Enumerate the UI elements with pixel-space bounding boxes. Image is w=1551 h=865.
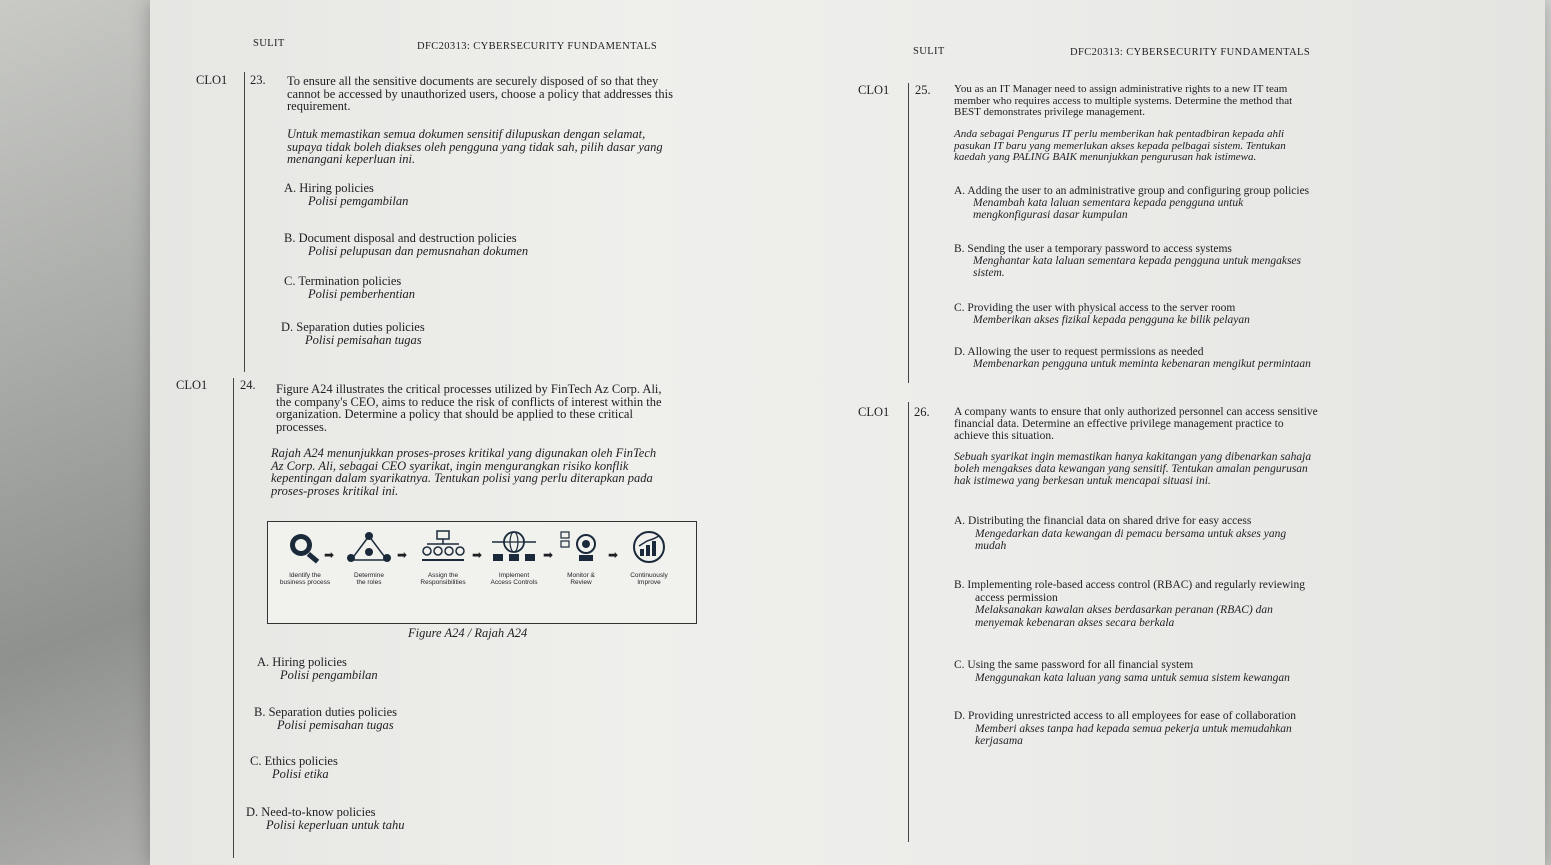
q23-option-d[interactable]: D. Separation duties policies Polisi pemisahan tugas [281, 320, 425, 347]
q23-option-c[interactable]: C. Termination policies Polisi pemberhentian [284, 274, 416, 301]
org-chart-icon [420, 530, 466, 564]
step-implement: Implement Access Controls [485, 530, 543, 586]
left-course-title: DFC20313: CYBERSECURITY FUNDAMENTALS [417, 41, 658, 52]
q23-clo: CLO1 [196, 73, 228, 87]
q25-clo: CLO1 [858, 83, 890, 97]
q25-option-b[interactable]: B. Sending the user a temporary password to access systems Menghantar kata laluan sementara kepada pengguna untuk mengakses sistem. [954, 243, 1302, 279]
q26-stem-ms: Sebuah syarikat ingin memastikan hanya kakitangan yang dibenarkan sahaja boleh mengakses data kewangan yang sensitif. Tentukan amalan pengurusan hak istimewa yang berkesan untuk mencapai situasi ini. [954, 451, 1312, 487]
right-course-title: DFC20313: CYBERSECURITY FUNDAMENTALS [1070, 47, 1311, 58]
arrow-3: ➡ [472, 548, 483, 562]
q24-option-a[interactable]: A. Hiring policies Polisi pengambilan [257, 655, 378, 682]
q26-option-a[interactable]: A. Distributing the financial data on shared drive for easy access Mengedarkan data kewangan di pemacu bersama untuk akses yang mudah [954, 515, 1287, 552]
q24-clo: CLO1 [176, 378, 208, 392]
q25-rule [908, 83, 909, 383]
q25-option-c[interactable]: C. Providing the user with physical access to the server room Memberikan akses fizikal kepada pengguna ke bilik pelayan [954, 302, 1250, 326]
q24-option-c[interactable]: C. Ethics policies Polisi etika [250, 754, 338, 781]
q24-rule [233, 378, 234, 858]
arrow-1: ➡ [324, 548, 335, 562]
q25-stem-en: You as an IT Manager need to assign administrative rights to a new IT team member who requires access to multiple systems. Determine the method that BEST demonstrates privilege management. [954, 83, 1293, 118]
q26-option-b[interactable]: B. Implementing role-based access control (RBAC) and regularly reviewing access permission Melaksanakan kawalan akses berdasarkan peranan (RBAC) dan menyemak kebenaran akses secara berkala [954, 579, 1305, 629]
q26-option-d[interactable]: D. Providing unrestricted access to all employees for ease of collaboration Memberi akses tanpa had kepada semua pekerja untuk memudahkan kerjasama [954, 710, 1297, 747]
q24-number: 24. [240, 378, 256, 392]
q23-number: 23. [250, 73, 266, 87]
q24-stem-en: Figure A24 illustrates the critical processes utilized by FinTech Az Corp. Ali, the company's CEO, aims to reduce the risk of conflicts of interest within the organization. Determine a policy that should be applied to these critical processes. [276, 382, 662, 434]
step-improve: Continuously Improve [620, 530, 678, 586]
q23-stem-en: To ensure all the sensitive documents are securely disposed of so that they cannot be accessed by unauthorized users, choose a policy that addresses this requirement. [287, 74, 673, 113]
left-sulit-tag: SULIT [253, 38, 285, 49]
q25-option-a[interactable]: A. Adding the user to an administrative group and configuring group policies Menambah kata laluan sementara kepada pengguna untuk mengkonfigurasi dasar kumpulan [954, 185, 1310, 221]
step-monitor: Monitor & Review [552, 530, 610, 586]
q24-option-d[interactable]: D. Need-to-know policies Polisi keperluan untuk tahu [246, 805, 405, 832]
figure-a24-caption: Figure A24 / Rajah A24 [408, 626, 528, 640]
figure-a24 [267, 521, 697, 624]
monitor-icon [559, 530, 603, 564]
people-icon [345, 530, 393, 564]
growth-icon [627, 530, 671, 564]
q25-stem-ms: Anda sebagai Pengurus IT perlu memberikan hak pentadbiran kepada ahli pasukan IT baru yang memerlukan akses kepada pelbagai sistem. Tentukan kaedah yang PALING BAIK menunjukkan pengurusan hak istimewa. [954, 128, 1286, 163]
q26-rule [908, 402, 909, 842]
q23-stem-ms: Untuk memastikan semua dokumen sensitif dilupuskan dengan selamat, supaya tidak boleh diakses oleh pengguna yang tidak sah, pilih dasar yang menangani keperluan ini. [287, 127, 663, 166]
q26-option-c[interactable]: C. Using the same password for all financial system Menggunakan kata laluan yang sama untuk semua sistem kewangan [954, 659, 1290, 684]
arrow-2: ➡ [397, 548, 408, 562]
q24-stem-ms: Rajah A24 menunjukkan proses-proses kritikal yang digunakan oleh FinTech Az Corp. Ali, sebagai CEO syarikat, ingin mengurangkan risiko konflik kepentingan dalam syarikatnya. Tentukan polisi yang perlu diterapkan pada proses-proses kritikal ini. [271, 446, 657, 498]
q26-stem-en: A company wants to ensure that only authorized personnel can access sensitive financial data. Determine an effective privilege management practice to achieve this situation. [954, 406, 1318, 442]
step-assign: Assign the Responsibilities [414, 530, 472, 586]
right-sulit-tag: SULIT [913, 46, 945, 57]
q26-clo: CLO1 [858, 405, 890, 419]
q25-option-d[interactable]: D. Allowing the user to request permissions as needed Membenarkan pengguna untuk meminta kebenaran mengikut permintaan [954, 346, 1311, 370]
search-icon [285, 530, 325, 564]
q23-option-a[interactable]: A. Hiring policies Polisi pemgambilan [284, 181, 409, 208]
q23-option-b[interactable]: B. Document disposal and destruction policies Polisi pelupusan dan pemusnahan dokumen [284, 231, 529, 258]
q24-option-b[interactable]: B. Separation duties policies Polisi pemisahan tugas [254, 705, 398, 732]
arrow-4: ➡ [543, 548, 554, 562]
arrow-5: ➡ [608, 548, 619, 562]
q26-number: 26. [914, 405, 930, 419]
q25-number: 25. [915, 83, 931, 97]
step-determine: Determine the roles [340, 530, 398, 586]
q23-rule [244, 72, 245, 372]
network-icon [490, 530, 538, 564]
step-identify: Identify the business process [276, 530, 334, 586]
